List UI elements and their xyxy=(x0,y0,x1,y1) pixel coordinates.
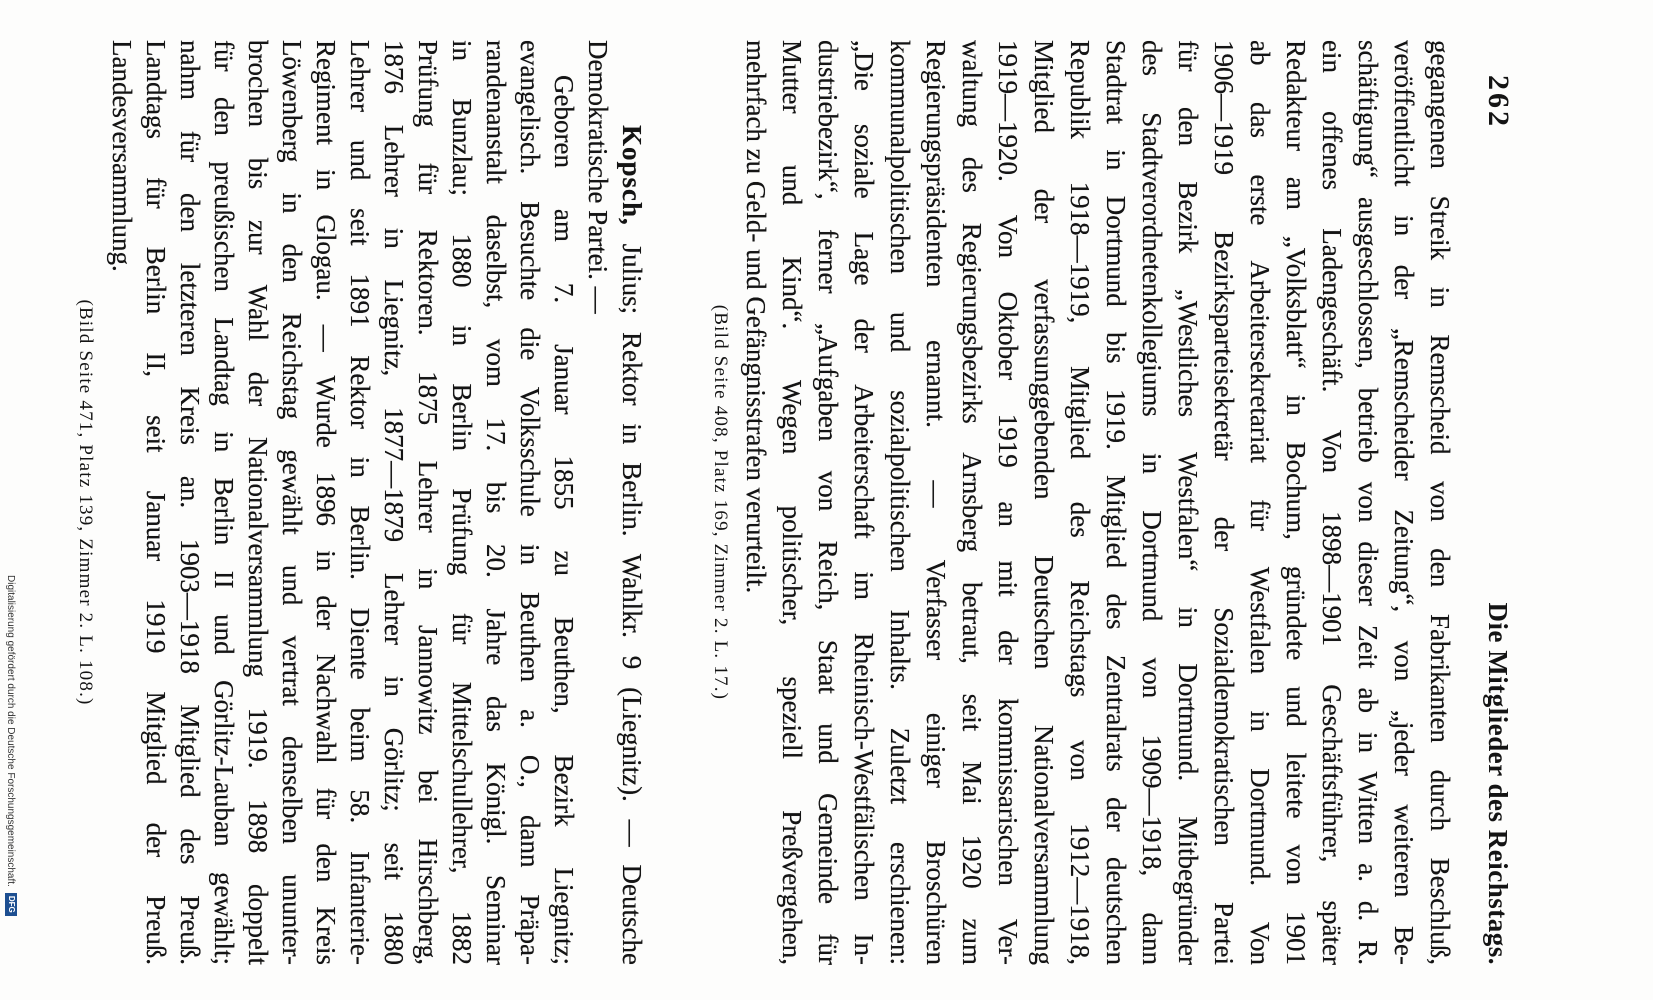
text-line: Mutter und Kind“. Wegen politischer, speziell Preßvergehen, xyxy=(777,40,807,965)
text-line: ein offenes Ladengeschäft. Von 1898—1901 Geschäftsführer, später xyxy=(1317,40,1347,965)
text-line: Landtags für Berlin II, seit Januar 1919 Mitglied der Preuß. xyxy=(141,40,171,965)
text-line: veröffentlicht in der „Remscheider Zeitung“, von „jeder weiteren Be- xyxy=(1389,40,1419,965)
image-reference: (Bild Seite 471, Platz 139, Zimmer 2. L. 108.) xyxy=(75,299,96,706)
page-number: 262 xyxy=(1482,75,1515,129)
text-line: in Bunzlau; 1880 in Berlin Prüfung für Mittelschullehrer, 1882 xyxy=(447,40,477,965)
entry-name: Kopsch, xyxy=(617,125,647,226)
entry-heading-text: Julius; Rektor in Berlin. Wahlkr. 9 (Liegnitz). — Deutsche xyxy=(617,225,647,965)
text-line: schäftigung“ ausgeschlossen, betrieb von dieser Zeit ab in Witten a. d. R. xyxy=(1353,40,1383,965)
text-line: Demokratische Partei. — xyxy=(583,40,613,314)
text-line: Republik 1918—1919, Mitglied des Reichstags von 1912—1918, xyxy=(1065,40,1095,965)
text-line: für den Bezirk „Westliches Westfalen“ in Dortmund. Mitbegründer xyxy=(1173,40,1203,965)
text-line: Redakteur am „Volksblatt“ in Bochum, gründete und leitete von 1901 xyxy=(1281,40,1311,965)
entry-heading xyxy=(615,40,649,965)
text-line: 1906—1919 Bezirksparteisekretär der Sozialdemokratischen Partei xyxy=(1209,40,1239,965)
text-line: Regiment in Glogau. — Wurde 1896 in der Nachwahl für den Kreis xyxy=(311,40,341,965)
text-line: Mitglied der verfassunggebenden Deutschen Nationalversammlung xyxy=(1029,40,1059,965)
text-line: „Die soziale Lage der Arbeiterschaft im Rheinisch-Westfälischen In- xyxy=(849,40,879,965)
text-line: evangelisch. Besuchte die Volksschule in Beuthen a. O., dann Präpa- xyxy=(515,40,545,965)
entry-continued xyxy=(738,40,1458,965)
text-line: Stadtrat in Dortmund bis 1919. Mitglied des Zentralrats der deutschen xyxy=(1101,40,1131,965)
text-line: ab das erste Arbeitersekretariat für Westfalen in Dortmund. Von xyxy=(1245,40,1275,965)
running-title: Die Mitglieder des Reichstags. xyxy=(1483,602,1514,965)
text-line: Löwenberg in den Reichstag gewählt und vertrat denselben ununter- xyxy=(277,40,307,965)
text-line: 1876 Lehrer in Liegnitz, 1877—1879 Lehrer in Görlitz; seit 1880 xyxy=(379,40,409,965)
text-line: nahm für den letzteren Kreis an. 1903—1918 Mitglied des Preuß. xyxy=(175,40,205,965)
text-line: Geboren am 7. Januar 1855 zu Beuthen, Bezirk Liegnitz; xyxy=(549,75,579,965)
text-line: randenanstalt daselbst, vom 17. bis 20. Jahre das Königl. Seminar xyxy=(481,40,511,965)
dfg-logo: DFG xyxy=(5,893,17,916)
digitization-note-text: Digitalisierung gefördert durch die Deutsche Forschungsgemeinschaft. xyxy=(5,575,17,887)
text-line: 1919—1920. Von Oktober 1919 an mit der kommissarischen Ver- xyxy=(993,40,1023,965)
running-head xyxy=(1481,75,1515,965)
text-line: des Stadtverordnetenkollegiums in Dortmund von 1909—1918, dann xyxy=(1137,40,1167,965)
entry-kopsch xyxy=(105,40,649,965)
text-line: Prüfung für Rektoren. 1875 Lehrer in Jannowitz bei Hirschberg, xyxy=(413,40,443,965)
text-line: brochen bis zur Wahl der Nationalversammlung 1919. 1898 doppelt xyxy=(243,40,273,965)
text-line: Regierungspräsidenten ernannt. — Verfasser einiger Broschüren xyxy=(921,40,951,965)
text-line: gegangenen Streik in Remscheid von den Fabrikanten durch Beschluß, xyxy=(1425,40,1455,965)
text-line: mehrfach zu Geld- und Gefängnisstrafen verurteilt. xyxy=(741,40,771,594)
text-line: dustriebezirk“, ferner „Aufgaben von Reich, Staat und Gemeinde für xyxy=(813,40,843,965)
text-line: Lehrer und seit 1891 Rektor in Berlin. Diente beim 58. Infanterie- xyxy=(345,40,375,965)
image-reference: (Bild Seite 408, Platz 169, Zimmer 2. L. 17.) xyxy=(710,304,731,701)
text-line: waltung des Regierungsbezirks Arnsberg betraut, seit Mai 1920 zum xyxy=(957,40,987,965)
text-line: kommunalpolitischen und sozialpolitischen Inhalts. Zuletzt erschienen: xyxy=(885,40,915,965)
text-line: Landesversammlung. xyxy=(107,40,137,272)
digitization-note xyxy=(4,575,18,916)
text-line: für den preußischen Landtag in Berlin II und Görlitz-Lauban gewählt; xyxy=(209,40,239,965)
